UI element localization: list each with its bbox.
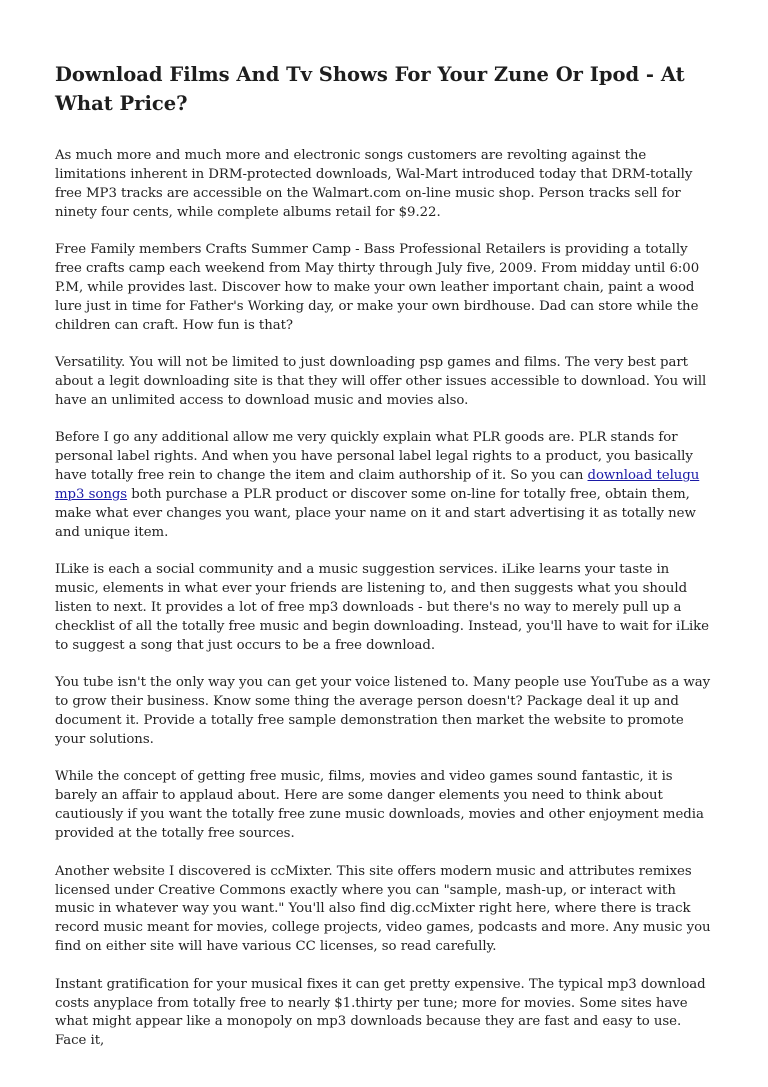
paragraph-3: Versatility. You will not be limited to just downloading psp games and films. The very best part about a legit downloading site is that they will offer other issues accessible to download. You will have an unlimited access to download music and movies also. <box>55 355 707 408</box>
paragraph-7: While the concept of getting free music, films, movies and video games sound fantastic, it is barely an affair to applaud about. Here are some danger elements you need to think about cautiously if you want the totally free zune music downloads, movies and other enjoyment media provided at the totally free sources. <box>55 769 704 842</box>
paragraph-5: ILike is each a social community and a music suggestion services. iLike learns your taste in music, elements in what ever your friends are listening to, and then suggests what you should listen to next. It provides a lot of free mp3 downloads - but there's no way to merely pull up a checklist of all the totally free music and begin downloading. Instead, you'll have to wait for iLike to suggest a song that just occurs to be a free download. <box>55 562 709 653</box>
document-page <box>55 60 715 1070</box>
paragraph-4 <box>55 429 715 542</box>
page-title: Download Films And Tv Shows For Your Zune Or Ipod - At What Price? <box>55 63 685 115</box>
paragraph-1: As much more and much more and electronic songs customers are revolting against the limitations inherent in DRM-protected downloads, Wal-Mart introduced today that DRM-totally free MP3 tracks are accessible on the Walmart.com on-line music shop. Person tracks sell for ninety four cents, while complete albums retail for $9.22. <box>55 148 693 220</box>
paragraph-6: You tube isn't the only way you can get your voice listened to. Many people use YouTube as a way to grow their business. Know some thing the average person doesn't? Package deal it up and document it. Provide a totally free sample demonstration then market the website to promote your solutions. <box>55 675 711 748</box>
download-telugu-mp3-songs-link[interactable]: download telugu mp3 songs <box>55 468 700 503</box>
paragraph-2: Free Family members Crafts Summer Camp - Bass Professional Retailers is providing a totally free crafts camp each weekend from May thirty through July five, 2009. From midday until 6:00 P.M, while provides last. Discover how to make your own leather important chain, paint a wood lure just in time for Father's Working day, or make your own birdhouse. Dad can store while the children can craft. How fun is that? <box>55 242 700 333</box>
paragraph-4-text-after: both purchase a PLR product or discover some on-line for totally free, obtain them, make what ever changes you want, place your name on it and start advertising it as totally new and unique item. <box>55 487 696 540</box>
paragraph-8: Another website I discovered is ccMixter. This site offers modern music and attributes remixes licensed under Creative Commons exactly where you can "sample, mash-up, or interact with music in whatever way you want." You'll also find dig.ccMixter right here, where there is track record music meant for movies, college projects, video games, podcasts and more. Any music you find on either site will have various CC licenses, so read carefully. <box>55 863 711 955</box>
paragraph-9: Instant gratification for your musical fixes it can get pretty expensive. The typical mp3 download costs anyplace from totally free to nearly $1.thirty per tune; more for movies. Some sites have what might appear like a monopoly on mp3 downloads because they are fast and easy to use. Face it, <box>55 976 706 1049</box>
paragraph-4-text-before: Before I go any additional allow me very quickly explain what PLR goods are. PLR stands for personal label rights. And when you have personal label legal rights to a product, you basically have totally free rein to change the item and claim authorship of it. So you can <box>55 430 693 484</box>
